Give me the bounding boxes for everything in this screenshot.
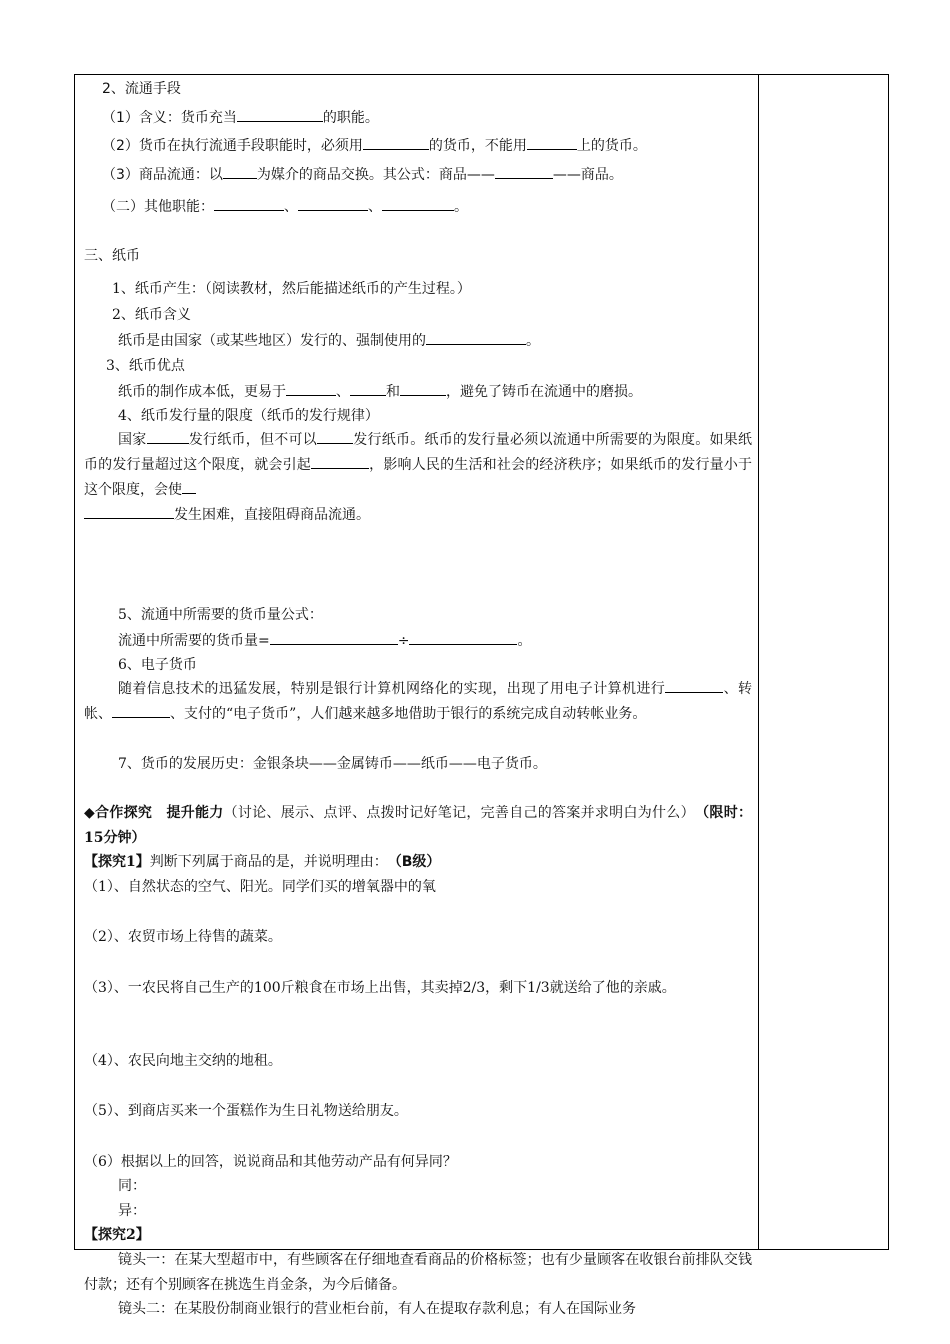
money-formula-heading: 5、流通中所需要的货币量公式： — [118, 607, 323, 623]
blank — [382, 195, 454, 211]
blank — [363, 134, 429, 150]
paper-money-origin: 1、纸币产生：（阅读教材，然后能描述纸币的产生过程。） — [112, 281, 471, 297]
exercise-1-item-1: （1）、自然状态的空气、阳光。同学们买的增氧器中的氧 — [84, 879, 436, 895]
section-title-circulation: 2、流通手段 — [102, 81, 181, 97]
blank — [223, 163, 257, 179]
paper-money-advantages: 纸币的制作成本低，更易于 、 和 ，避免了铸币在流通中的磨损。 — [118, 380, 642, 403]
exercise-2-scene-1: 镜头一：在某大型超市中，有些顾客在仔细地查看商品的价格标签；也有少量顾客在收银台前排队交钱付款；还有个别顾客在挑选生肖金条，为今后储备。 — [84, 1252, 752, 1293]
blank — [495, 163, 553, 179]
blank — [147, 428, 189, 444]
blank — [317, 428, 353, 444]
money-history: 7、货币的发展历史：金银条块——金属铸币——纸币——电子货币。 — [118, 756, 547, 772]
blank — [270, 629, 398, 645]
commodity-circulation: （3）商品流通：以 为媒介的商品交换。其公式：商品—— ——商品。 — [102, 163, 623, 186]
exercise-1-item-4: （4）、农民向地主交纳的地租。 — [84, 1053, 282, 1069]
blank — [311, 453, 369, 469]
other-functions: （二）其他职能： 、 、 。 — [102, 195, 468, 218]
circulation-meaning: （1）含义：货币充当 的职能。 — [102, 106, 379, 129]
blank — [214, 195, 284, 211]
exercise-1-same: 同： — [118, 1178, 146, 1194]
blank — [286, 380, 336, 396]
circulation-rule: （2）货币在执行流通手段职能时，必须用 的货币，不能用 上的货币。 — [102, 134, 647, 157]
blank — [237, 106, 323, 122]
paper-money-definition-heading: 2、纸币含义 — [112, 307, 191, 323]
exercise-1-item-5: （5）、到商店买来一个蛋糕作为生日礼物送给朋友。 — [84, 1103, 408, 1119]
paper-money-definition: 纸币是由国家（或某些地区）发行的、强制使用的 。 — [118, 329, 540, 352]
blank — [426, 329, 526, 345]
paper-money-advantages-heading: 3、纸币优点 — [106, 358, 185, 374]
exercise-1-item-6: （6）根据以上的回答，说说商品和其他劳动产品有何异同？ — [84, 1154, 457, 1170]
blank — [112, 702, 170, 718]
blank — [298, 195, 368, 211]
money-formula: 流通中所需要的货币量= ÷ 。 — [118, 629, 531, 652]
issuance-limit-heading: 4、纸币发行量的限度（纸币的发行规律） — [118, 408, 379, 424]
exercise-2-scene-2: 镜头二：在某股份制商业银行的营业柜台前，有人在提取存款利息；有人在国际业务 — [118, 1301, 636, 1317]
exercise-1-prompt: 【探究1】判断下列属于商品的是，并说明理由： （B级） — [84, 854, 441, 870]
blank — [665, 677, 723, 693]
exercise-2-label: 【探究2】 — [84, 1227, 150, 1243]
electronic-money-heading: 6、电子货币 — [118, 657, 197, 673]
issuance-limit-paragraph: 国家 发行纸币，但不可以 发行纸币。纸币的发行量必须以流通中所需要的为限度。如果纸币的发行量超过这个限度，就会引起 ，影响人民的生活和社会的经济秩序；如果纸币的发行量小于这个限度，会使 发生困难，直接阻碍商品流通。 — [84, 428, 752, 528]
blank — [409, 629, 517, 645]
table-column-divider — [758, 74, 759, 1250]
blank — [527, 134, 577, 150]
blank — [350, 380, 386, 396]
exercise-1-difference: 异： — [118, 1203, 146, 1219]
blank — [182, 478, 196, 494]
electronic-money-paragraph: 随着信息技术的迅猛发展，特别是银行计算机网络化的实现，出现了用电子计算机进行 、转帐、 、支付的“电子货币”，人们越来越多地借助于银行的系统完成自动转帐业务。 — [84, 677, 752, 727]
exercise-1-item-3: （3）、一农民将自己生产的100斤粮食在市场上出售，其卖掉2/3，剩下1/3就送给了他的亲戚。 — [84, 980, 676, 996]
blank — [400, 380, 446, 396]
exercise-1-item-2: （2）、农贸市场上待售的蔬菜。 — [84, 929, 282, 945]
cooperative-inquiry-heading: ◆合作探究 提升能力（讨论、展示、点评、点拨时记好笔记，完善自己的答案并求明白为什么） （限时：15分钟） — [84, 805, 752, 846]
section-title-paper-money: 三、纸币 — [84, 248, 140, 264]
blank — [84, 503, 174, 519]
